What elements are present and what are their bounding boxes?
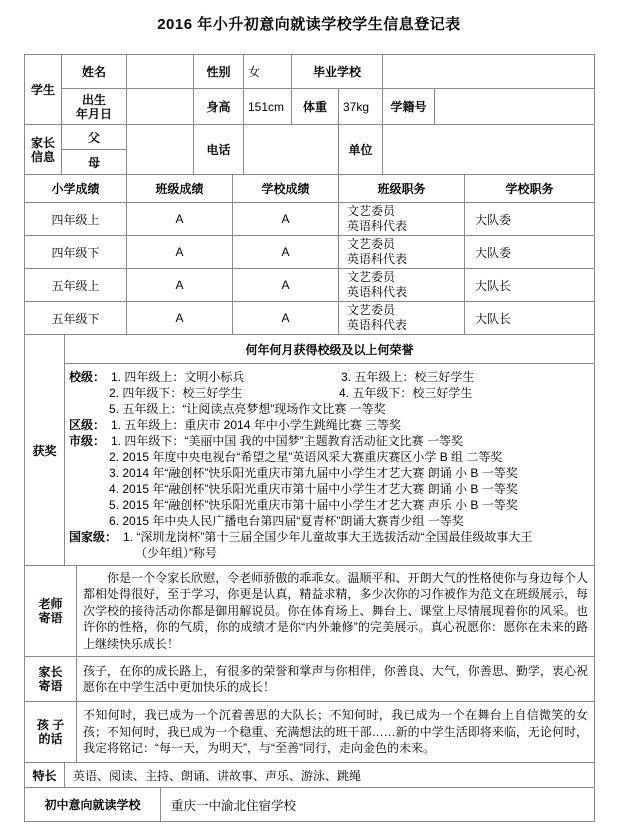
award-indent-spacer [67, 449, 109, 465]
specialty-table [24, 762, 595, 788]
parent-message-cell [77, 657, 595, 702]
phone-value [244, 125, 339, 175]
award-item: 5. 2015 年“融创杯”快乐阳光重庆市第十届中小学生才艺大赛 声乐 小 B 一等奖 [109, 498, 518, 512]
teacher-message-label [25, 566, 77, 657]
school-grade-cell: A [233, 236, 339, 269]
grades-header-row [25, 175, 595, 203]
grades-header-school-grade: 学校成绩 [233, 175, 339, 203]
unit-value [383, 125, 595, 175]
student-row-2 [25, 89, 595, 125]
grade-row-4 [25, 302, 595, 335]
class-grade-cell: A [127, 203, 233, 236]
page-title: 2016 年小升初意向就读学校学生信息登记表 [157, 16, 461, 33]
phone-label: 电话 [194, 125, 244, 175]
awards-section-label: 获奖 [25, 335, 65, 566]
name-value [127, 55, 194, 89]
height-value: 151cm [244, 89, 292, 125]
birth-date-value [127, 89, 194, 125]
messages-table [24, 565, 595, 763]
award-level-district-label: 区级： [69, 418, 106, 432]
target-school-table [24, 787, 595, 822]
award-indent-spacer [67, 513, 109, 529]
award-line [67, 497, 592, 513]
child-words-row [25, 702, 595, 763]
award-item: 1. 四年级上：文明小标兵 [111, 370, 245, 384]
student-row-1 [25, 55, 595, 89]
parent-section-label-line2: 信息 [30, 149, 55, 164]
child-words-text: 不知何时，我已成为一个沉着善思的大队长；不知何时，我已成为一个在舞台上自信微笑的女孩；不知何时，我已成为一个稳重、充满想法的班干部……新的中学生活即将来临，无论何时，我定将铭记：“每一天，为明天”，与“至善”同行，走向金色的未来。 [83, 708, 588, 756]
class-duty-cell [339, 302, 465, 335]
award-item: 1. 四年级下：“美丽中国 我的中国梦”主题教育活动征文比赛 一等奖 [111, 434, 464, 448]
term-cell: 四年级上 [25, 203, 127, 236]
name-label: 姓名 [62, 55, 127, 89]
unit-label: 单位 [339, 125, 383, 175]
specialty-row [25, 763, 595, 788]
parent-section-label-line1: 家长 [30, 135, 55, 150]
grades-header-class-duty: 班级职务 [339, 175, 465, 203]
class-duty-line1: 文艺委员 [347, 270, 396, 284]
child-words-cell [77, 702, 595, 763]
award-level-city-label: 市级： [69, 434, 106, 448]
student-section-label: 学生 [25, 55, 62, 125]
school-duty-cell: 大队委 [465, 203, 595, 236]
child-words-label-line2: 的话 [38, 732, 63, 746]
weight-label: 体重 [292, 89, 339, 125]
class-duty-line1: 文艺委员 [347, 237, 396, 251]
award-line [67, 369, 592, 385]
class-grade-cell: A [127, 269, 233, 302]
father-label: 父 [62, 125, 127, 150]
award-indent-spacer [67, 385, 109, 401]
class-duty-cell [339, 236, 465, 269]
height-label: 身高 [194, 89, 244, 125]
birth-date-label-line1: 出生 [81, 92, 106, 107]
child-words-label [25, 702, 77, 763]
award-item: 2. 2015 年度中央电视台“希望之星”英语风采大赛重庆赛区小学 B 组 二等奖 [109, 450, 503, 464]
grade-row-2 [25, 236, 595, 269]
registration-form [24, 54, 594, 822]
school-duty-cell: 大队委 [465, 236, 595, 269]
class-duty-line2: 英语科代表 [347, 318, 408, 332]
term-cell: 五年级下 [25, 302, 127, 335]
gender-value: 女 [244, 55, 292, 89]
award-item: 4. 2015 年“融创杯”快乐阳光重庆市第十届中小学生才艺大赛 朗诵 小 B 一等奖 [109, 482, 518, 496]
grades-header-class-grade: 班级成绩 [127, 175, 233, 203]
grades-table [24, 174, 595, 335]
award-line [67, 417, 592, 433]
mother-label: 母 [62, 150, 127, 175]
grade-row-1 [25, 203, 595, 236]
specialty-text: 英语、阅读、主持、朗诵、讲故事、声乐、游泳、跳绳 [65, 763, 595, 788]
target-school-value: 重庆一中渝北住宿学校 [161, 788, 595, 822]
awards-header-row [25, 335, 595, 364]
award-line [67, 449, 592, 465]
award-item: 5. 五年级上：“让阅读点亮梦想”现场作文比赛 一等奖 [109, 402, 386, 416]
parent-message-label-line1: 家长 [38, 665, 63, 679]
grades-header-primary: 小学成绩 [25, 175, 127, 203]
award-item: 3. 2014 年“融创杯”快乐阳光重庆市第九届中小学生才艺大赛 朗诵 小 B 一等奖 [109, 466, 518, 480]
award-line [67, 385, 592, 401]
class-grade-cell: A [127, 302, 233, 335]
awards-content-row [25, 364, 595, 566]
teacher-message-row [25, 566, 595, 657]
award-item: 3. 五年级上：校三好学生 [341, 370, 475, 384]
award-item: （少年组）”称号 [135, 546, 217, 560]
award-line [67, 465, 592, 481]
school-duty-cell: 大队长 [465, 302, 595, 335]
gender-label: 性别 [194, 55, 244, 89]
parent-row-1 [25, 125, 595, 150]
birth-date-label [62, 89, 127, 125]
school-grade-cell: A [233, 203, 339, 236]
class-duty-cell [339, 269, 465, 302]
student-info-table [24, 54, 595, 175]
term-cell: 四年级下 [25, 236, 127, 269]
student-id-value [435, 89, 595, 125]
target-school-row [25, 788, 595, 822]
class-duty-line1: 文艺委员 [347, 204, 396, 218]
award-item: 1. 五年级上：重庆市 2014 年中小学生跳绳比赛 三等奖 [111, 418, 402, 432]
awards-header: 何年何月获得校级及以上何荣誉 [65, 335, 595, 364]
teacher-message-text: 你是一个令家长欣慰，令老师骄傲的乖乖女。温顺平和、开朗大气的性格使你与身边每个人都相处得很好，至于学习，你更是认真，精益求精，多少次你的习作被作为范文在班级展示，每次学校的接待活动你都是御用解说员。你在体育场上、舞台上、课堂上尽情展现着你的风采。也许你的性格，你的气质，你的成绩才是你“内外兼修”的完美展示。真心祝愿你：愿你在未来的路上继续快乐成长！ [83, 570, 588, 651]
award-indent-spacer [67, 497, 109, 513]
class-duty-line1: 文艺委员 [347, 303, 396, 317]
grade-row-3 [25, 269, 595, 302]
target-school-label: 初中意向就读学校 [25, 788, 161, 822]
specialty-label: 特长 [25, 763, 65, 788]
class-duty-cell [339, 203, 465, 236]
award-line [67, 513, 592, 529]
class-duty-line2: 英语科代表 [347, 285, 408, 299]
term-cell: 五年级上 [25, 269, 127, 302]
award-level-national-label: 国家级： [69, 530, 118, 544]
parent-message-label [25, 657, 77, 702]
class-duty-line2: 英语科代表 [347, 252, 408, 266]
weight-value: 37kg [339, 89, 383, 125]
award-level-school-label: 校级： [69, 370, 106, 384]
award-indent-spacer [67, 401, 109, 417]
award-line [67, 545, 592, 561]
award-line [67, 481, 592, 497]
teacher-message-label-line1: 老师 [38, 597, 63, 611]
school-duty-cell: 大队长 [465, 269, 595, 302]
award-line [67, 529, 592, 545]
award-line [67, 401, 592, 417]
graduation-school-value [383, 55, 595, 89]
parent-message-text: 孩子，在你的成长路上，有很多的荣誉和掌声与你相伴，你善良、大气，你善思、勤学，衷心祝愿你在中学生活中更加快乐的成长！ [83, 663, 588, 694]
class-grade-cell: A [127, 236, 233, 269]
award-line [67, 433, 592, 449]
student-id-label: 学籍号 [383, 89, 435, 125]
teacher-message-cell [77, 566, 595, 657]
parent-message-row [25, 657, 595, 702]
child-words-label-line1: 孩 子 [36, 718, 65, 732]
award-indent-spacer [67, 481, 109, 497]
birth-date-label-line2: 年月日 [75, 106, 112, 121]
award-item: 4. 五年级下：校三好学生 [339, 386, 473, 400]
award-indent-spacer [67, 545, 135, 561]
award-item: 2. 四年级下：校三好学生 [109, 386, 243, 400]
grades-header-school-duty: 学校职务 [465, 175, 595, 203]
award-item: 1. “深圳龙岗杯”第十三届全国少年儿童故事大王选拔活动“全国最佳级故事大王 [123, 530, 533, 544]
parent-message-label-line2: 寄语 [38, 679, 63, 693]
school-grade-cell: A [233, 302, 339, 335]
class-duty-line2: 英语科代表 [347, 219, 408, 233]
parent-section-label [25, 125, 62, 175]
award-item: 6. 2015 年中央人民广播电台第四届“夏青杯”朗诵大赛青少组 一等奖 [109, 514, 464, 528]
awards-list [65, 364, 595, 566]
parent-names-value [127, 125, 194, 175]
teacher-message-label-line2: 寄语 [38, 611, 63, 625]
award-indent-spacer [67, 465, 109, 481]
school-grade-cell: A [233, 269, 339, 302]
awards-table [24, 334, 595, 566]
graduation-school-label: 毕业学校 [292, 55, 383, 89]
